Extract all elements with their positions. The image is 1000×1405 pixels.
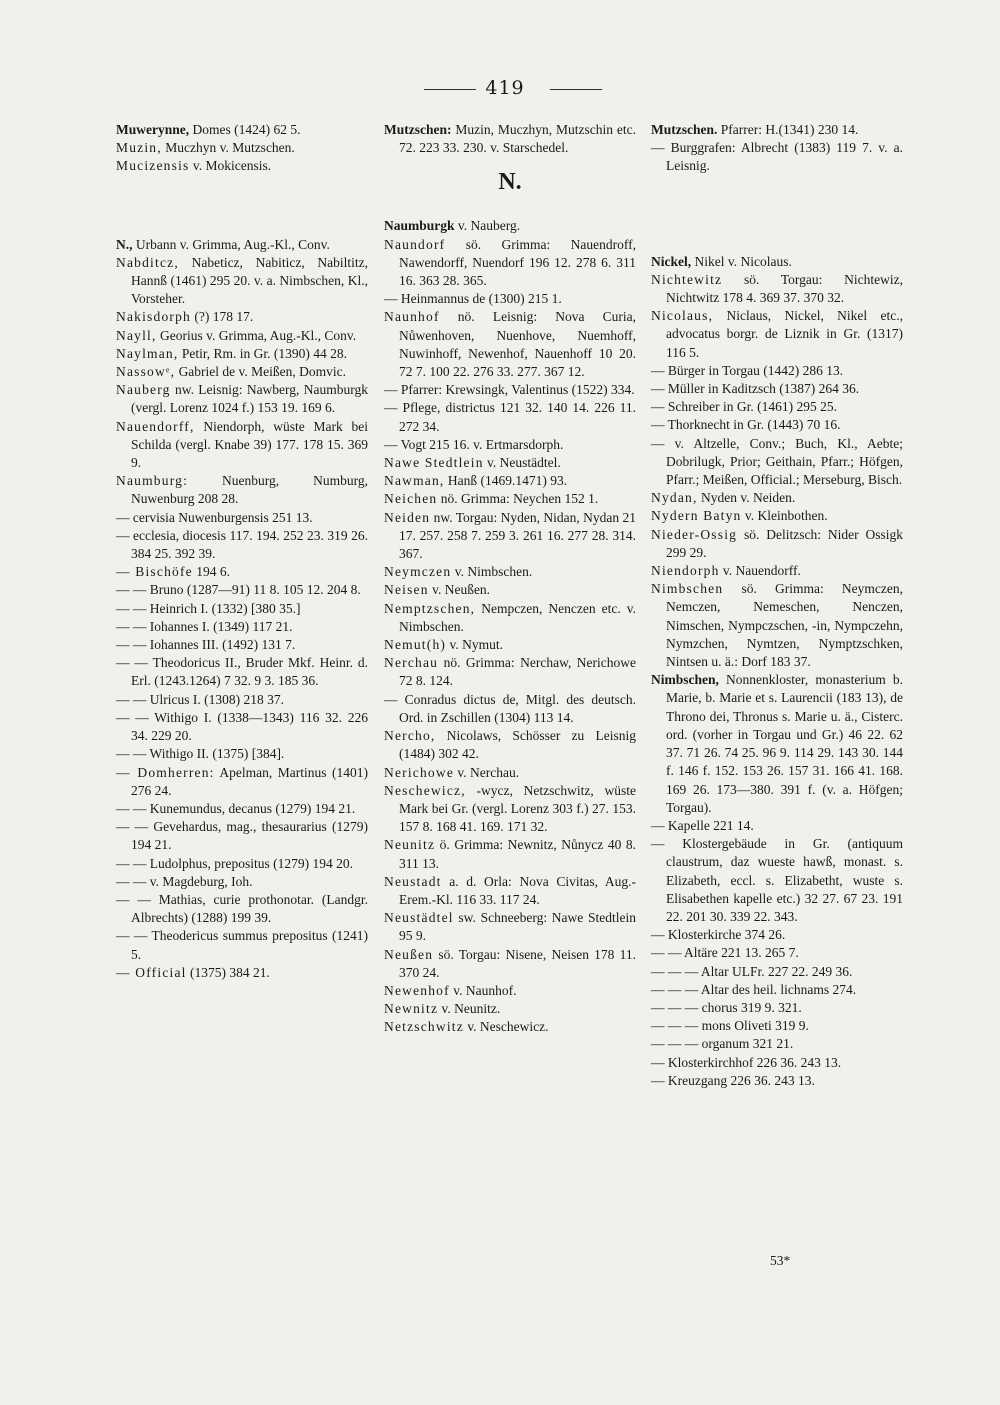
entry-headword: Mutzschen:	[384, 122, 452, 137]
entry-text: Gabriel de v. Meißen, Domvic.	[175, 364, 347, 380]
entry-text: 226 36. 243 13.	[753, 1054, 842, 1070]
index-entry	[116, 308, 368, 326]
index-entry	[116, 654, 368, 690]
index-entry	[116, 345, 368, 363]
entry-headword: — cervisia	[116, 509, 175, 525]
entry-text: 215 16. v. Ertmarsdorph.	[425, 436, 564, 452]
entry-headword: Nieder-Ossig	[651, 526, 738, 542]
entry-headword: — — Bruno	[116, 582, 184, 598]
entry-text: in Gr. (1443) 70 16.	[729, 417, 841, 433]
entry-headword: — — Theodericus	[116, 928, 219, 944]
entry-text: mag., thesaurarius (1279) 194 21.	[131, 819, 368, 853]
entry-text: Petir, Rm. in Gr. (1390) 44 28.	[178, 345, 348, 361]
index-entry	[651, 835, 903, 926]
index-entry	[116, 472, 368, 508]
index-entry	[116, 927, 368, 963]
entry-text: Albrecht (1383) 119 7. v. a. Leisnig.	[666, 140, 903, 174]
entry-headword: Nercho,	[384, 728, 436, 744]
entry-text: in Gr. (1461) 295 25.	[719, 399, 837, 415]
entry-headword: Nichtewitz	[651, 271, 723, 287]
entry-text: Muzin, Muczhyn, Mutzschin etc. 72. 223 33. 230. v. Starschedel.	[399, 122, 636, 156]
entry-headword: — Bürger	[651, 362, 706, 378]
entry-headword: Nerchau	[384, 655, 439, 671]
entry-text: in Torgau (1442) 286 13.	[705, 362, 844, 378]
entry-text: v. Neustädtel.	[483, 455, 561, 471]
index-entry	[116, 527, 368, 563]
printer-signature: 53*	[770, 1253, 791, 1268]
entry-text: a. d. Orla: Nova Civitas, Aug.-Erem.-Kl. 116 33. 117 24.	[399, 873, 636, 907]
entry-headword: — Kreuzgang	[651, 1072, 728, 1088]
entry-text: (1375) 384 21.	[186, 964, 270, 980]
entry-text: 226 36. 243 13.	[727, 1072, 815, 1088]
index-entry	[651, 1017, 903, 1035]
entry-headword: — Bischöfe	[116, 564, 193, 580]
index-entry	[116, 254, 368, 309]
entry-headword: Newnitz	[384, 1001, 439, 1017]
entry-headword: — Official	[116, 964, 187, 980]
entry-headword: Neustadt	[384, 873, 442, 889]
header-rule-right	[550, 89, 602, 90]
entry-text: Georius v. Grimma, Aug.-Kl., Conv.	[156, 327, 357, 343]
index-column-1	[116, 121, 368, 982]
entry-text: v. Mokicensis.	[189, 158, 272, 174]
index-entry	[384, 217, 636, 235]
entry-text: Conv.; Buch, Kl., Aebte; Dobrilugk, Prior; Geithain, Pfarr.; Höfgen, Pfarr.; Meißen, Official.; Merseburg, Bisch.	[666, 435, 903, 488]
entry-text: 374 26.	[741, 927, 786, 943]
entry-headword: — — Withigo II.	[116, 746, 209, 762]
entry-headword: — Conradus	[384, 691, 457, 707]
index-entry	[651, 526, 903, 562]
index-entry	[384, 1018, 636, 1036]
index-entry	[651, 489, 903, 507]
index-entry	[651, 562, 903, 580]
entry-text: sö. Grimma: Neymczen, Nemczen, Nemeschen, Nenczen, Nimschen, Nympczschen, -in, Nympczehn, Nymzchen, Nymtzen, Nymptzschken, Nintsen u. ä.: Dorf 183 37.	[666, 581, 903, 670]
entry-headword: Mutzschen.	[651, 122, 718, 137]
section-gap	[651, 176, 903, 253]
entry-headword: — — — Altar	[651, 981, 729, 997]
index-entry	[116, 818, 368, 854]
index-entry	[384, 490, 636, 508]
entry-headword: Neichen	[384, 491, 438, 507]
entry-headword: — Klostergebäude	[651, 836, 767, 852]
index-entry	[651, 139, 903, 175]
entry-headword: — — Mathias,	[116, 891, 206, 907]
index-entry	[116, 964, 368, 982]
entry-text: prepositus (1279) 194 20.	[210, 855, 354, 871]
entry-headword: Nakisdorph	[116, 309, 191, 325]
index-entry	[384, 121, 636, 157]
entry-text: (1308) 218 37.	[200, 691, 284, 707]
entry-text: Niendorph, wüste Mark bei Schilda (vergl. Knabe 39) 177. 178 15. 369 9.	[131, 418, 368, 471]
index-entry	[384, 836, 636, 872]
entry-text: (?) 178 17.	[191, 309, 254, 325]
entry-headword: Neunitz	[384, 837, 436, 853]
entry-text: decanus (1279) 194 21.	[225, 800, 356, 816]
entry-headword: N.,	[116, 236, 133, 252]
index-entry	[651, 1035, 903, 1053]
index-entry	[116, 600, 368, 618]
index-column-2	[384, 121, 636, 1037]
index-entry	[651, 416, 903, 434]
section-letter-heading: N.	[498, 169, 522, 196]
entry-text: Urbann v. Grimma, Aug.-Kl., Conv.	[132, 236, 330, 252]
index-entry	[651, 963, 903, 981]
index-entry	[384, 982, 636, 1000]
entry-headword: — — — chorus	[651, 999, 738, 1015]
entry-text: Nicolaws, Schösser zu Leisnig (1484) 302 42.	[399, 728, 636, 762]
entry-text: Niclaus, Nickel, Nikel etc., advocatus borgr. de Liznik in Gr. (1317) 116 5.	[666, 308, 903, 360]
entry-text: 321 21.	[749, 1036, 794, 1052]
index-entry	[651, 398, 903, 416]
index-entry	[651, 999, 903, 1017]
entry-headword: Naumburgk	[384, 218, 455, 234]
index-entry	[384, 691, 636, 727]
entry-headword: Nemut(h)	[384, 637, 447, 653]
index-entry	[651, 1072, 903, 1090]
entry-headword: Naunhof	[384, 309, 440, 325]
entry-text: v. Neschewicz.	[463, 1019, 549, 1035]
entry-text: 221 14.	[709, 817, 754, 833]
index-entry	[384, 290, 636, 308]
entry-headword: — — Withigo I.	[116, 709, 212, 725]
entry-headword: Newenhof	[384, 982, 450, 998]
index-entry	[384, 308, 636, 381]
entry-text: des heil. lichnams 274.	[728, 981, 857, 997]
entry-text: de (1300) 215 1.	[469, 291, 562, 307]
index-entry	[384, 509, 636, 564]
entry-headword: Nawe Stedtlein	[384, 455, 484, 471]
entry-text: Domes (1424) 62 5.	[189, 122, 301, 137]
index-entry	[116, 363, 368, 381]
index-entry	[116, 139, 368, 157]
index-entry	[384, 399, 636, 435]
entry-text: sö. Torgau: Nisene, Neisen 178 11. 370 24.	[399, 946, 636, 980]
entry-headword: — — — mons	[651, 1018, 731, 1034]
entry-headword: Netzschwitz	[384, 1019, 464, 1035]
entry-text: nö. Grimma: Nerchaw, Nerichowe 72 8. 124.	[399, 655, 636, 689]
index-entry	[384, 782, 636, 837]
entry-headword: Muwerynne,	[116, 122, 190, 137]
index-entry	[384, 236, 636, 291]
index-entry	[651, 926, 903, 944]
entry-headword: — Vogt	[384, 436, 426, 452]
index-entry	[116, 618, 368, 636]
entry-text: Bruder Mkf. Heinr. d. Erl. (1243.1264) 7 32. 9 3. 185 36.	[131, 655, 368, 689]
entry-text: sö. Torgau: Nichtewiz, Nichtwitz 178 4. 369 37. 370 32.	[666, 271, 903, 306]
entry-headword: — Klosterkirche	[651, 927, 742, 943]
entry-headword: Naylman,	[116, 345, 179, 361]
entry-text: ö. Grimma: Newnitz, Nůnycz 40 8. 311 13.	[399, 837, 636, 871]
entry-text: v. Nerchau.	[454, 764, 520, 780]
entry-headword: Nawman,	[384, 473, 445, 489]
entry-headword: Nydan,	[651, 490, 698, 506]
index-entry	[384, 600, 636, 636]
entry-headword: Neußen	[384, 946, 434, 962]
entry-text: curie prothonotar. (Landgr. Albrechts) (1288) 199 39.	[131, 891, 368, 926]
entry-text: (1332) [380 35.]	[208, 600, 301, 616]
index-entry	[116, 121, 368, 139]
index-entry	[116, 563, 368, 581]
entry-text: in Gr. (antiquum claustrum, daz wueste hawß, monast. s. Elizabeth, eccl. s. Elizabetht, wuste s. Elisabethen kapelle etc.) 32 27. 67 23. 191 22. 201 30. 339 22. 343.	[666, 836, 903, 924]
index-entry	[116, 800, 368, 818]
entry-headword: Neymczen	[384, 564, 452, 580]
index-entry	[651, 1054, 903, 1072]
index-entry	[116, 327, 368, 345]
entry-headword: — Pflege,	[384, 400, 441, 416]
entry-headword: Nicolaus,	[651, 308, 714, 324]
entry-text: sö. Grimma: Nauendroff, Nawendorff, Nuendorf 196 12. 278 6. 311 16. 363 28. 365.	[399, 236, 636, 289]
index-entry	[116, 709, 368, 745]
index-entry	[116, 873, 368, 891]
index-entry	[651, 380, 903, 398]
index-entry	[651, 121, 903, 139]
entry-text: v. Neunitz.	[438, 1001, 501, 1017]
index-entry	[384, 764, 636, 782]
entry-headword: — Klosterkirchhof	[651, 1054, 754, 1070]
page-number: 419	[485, 77, 525, 99]
entry-headword: Nimbschen	[651, 581, 724, 597]
index-entry	[651, 817, 903, 835]
header-rule-left	[424, 89, 476, 90]
index-entry	[651, 253, 903, 271]
entry-text: (1375) [384].	[208, 746, 285, 762]
entry-headword: — — v.	[116, 873, 159, 889]
entry-text: Magdeburg, Ioh.	[159, 873, 253, 889]
index-entry	[651, 271, 903, 307]
entry-text: 319 9. 321.	[737, 999, 802, 1015]
entry-text: Nuwenburgensis 251 13.	[174, 509, 313, 525]
entry-headword: Mucizensis	[116, 158, 190, 174]
entry-headword: Nauendorff,	[116, 418, 195, 434]
entry-headword: — Burggrafen:	[651, 140, 736, 156]
entry-text: Nabeticz, Nabiticz, Nabiltitz, Hannß (1461) 295 20. v. a. Nimbschen, Kl., Vorsteher.	[131, 254, 368, 307]
entry-headword: — Kapelle	[651, 817, 710, 833]
index-entry	[384, 472, 636, 490]
index-entry	[651, 362, 903, 380]
entry-text: (1338—1343) 116 32. 226 34. 229 20.	[131, 709, 368, 744]
index-entry	[651, 580, 903, 671]
entry-text: v. Neußen.	[428, 582, 491, 598]
index-entry	[384, 1000, 636, 1018]
index-entry	[384, 654, 636, 690]
entry-headword: Naumburg:	[116, 473, 189, 489]
entry-headword: — — Gevehardus,	[116, 819, 222, 835]
entry-headword: — — — Altar	[651, 963, 729, 979]
entry-text: districtus 121 32. 140 14. 226 11. 272 34.	[399, 400, 636, 434]
index-entry	[651, 981, 903, 999]
entry-text: Pfarrer: H.(1341) 230 14.	[717, 122, 859, 137]
entry-text: Muczhyn v. Mutzschen.	[161, 140, 295, 156]
entry-headword: — Domherren:	[116, 764, 215, 780]
entry-headword: — — Theodoricus II.,	[116, 655, 241, 671]
entry-headword: — — Heinrich I.	[116, 600, 209, 616]
index-entry	[116, 418, 368, 473]
entry-text: nw. Torgau: Nyden, Nidan, Nydan 21 17. 257. 258 7. 259 3. 261 16. 277 28. 314. 367.	[399, 509, 636, 562]
index-entry	[116, 764, 368, 800]
entry-text: (1287—91) 11 8. 105 12. 204 8.	[183, 582, 361, 598]
entry-headword: — — Iohannes I.	[116, 618, 210, 634]
index-entry	[116, 157, 368, 175]
entry-text: 194 6.	[192, 564, 230, 580]
entry-text: dictus de, Mitgl. des deutsch. Ord. in Zschillen (1304) 113 14.	[399, 691, 636, 725]
entry-text: Hanß (1469.1471) 93.	[444, 473, 568, 489]
entry-headword: Nemptzschen,	[384, 600, 476, 616]
index-column-3	[651, 121, 903, 1090]
entry-headword: Nauberg	[116, 382, 171, 398]
index-entry	[384, 381, 636, 399]
entry-headword: — v. Altzelle,	[651, 435, 740, 451]
entry-text: nö. Grimma: Neychen 152 1.	[437, 491, 599, 507]
entry-headword: — — Altäre	[651, 945, 718, 961]
entry-text: v. Kleinbothen.	[741, 508, 828, 524]
index-entry	[384, 581, 636, 599]
entry-headword: Nimbschen,	[651, 672, 719, 688]
index-entry	[116, 381, 368, 417]
entry-text: Oliveti 319 9.	[730, 1018, 809, 1034]
entry-headword: Nydern Batyn	[651, 508, 742, 524]
index-entry	[651, 507, 903, 525]
index-entry	[384, 909, 636, 945]
entry-headword: — — Kunemundus,	[116, 800, 226, 816]
entry-headword: Nabditcz,	[116, 254, 179, 270]
entry-text: Nyden v. Neiden.	[697, 490, 796, 506]
entry-text: sw. Schneeberg: Nawe Stedtlein 95 9.	[399, 910, 636, 944]
entry-headword: Niendorph	[651, 563, 720, 579]
index-entry	[384, 563, 636, 581]
entry-text: v. Nauendorff.	[719, 563, 801, 579]
entry-text: Krewsingk, Valentinus (1522) 334.	[442, 382, 635, 398]
index-entry	[116, 236, 368, 254]
entry-headword: Nerichowe	[384, 764, 455, 780]
page-header	[0, 76, 1000, 100]
index-entry	[116, 581, 368, 599]
index-entry	[116, 636, 368, 654]
entry-text: (1492) 131 7.	[218, 637, 296, 653]
index-entry	[651, 671, 903, 817]
index-entry	[651, 944, 903, 962]
index-entry	[651, 435, 903, 490]
entry-text: v. Nimbschen.	[451, 564, 533, 580]
index-entry	[116, 745, 368, 763]
entry-headword: Nassowᵉ,	[116, 364, 176, 380]
entry-text: v. Nymut.	[446, 637, 503, 653]
entry-text: diocesis 117. 194. 252 23. 319 26. 384 25. 392 39.	[131, 527, 368, 562]
entry-text: sö. Delitzsch: Nider Ossigk 299 29.	[666, 526, 903, 560]
index-entry	[116, 855, 368, 873]
entry-text: ULFr. 227 22. 249 36.	[728, 963, 853, 979]
index-entry	[384, 436, 636, 454]
index-entry	[384, 946, 636, 982]
entry-text: 221 13. 265 7.	[717, 945, 799, 961]
entry-headword: — Thorknecht	[651, 417, 730, 433]
entry-headword: — Heinmannus	[384, 291, 470, 307]
entry-headword: — Müller	[651, 381, 705, 397]
entry-headword: — Pfarrer:	[384, 382, 443, 398]
entry-text: nö. Leisnig: Nova Curia, Nůwenhoven, Nuenhove, Nuemhoff, Nuwinhoff, Newenhof, Nauenhoff 10 20. 72 7. 100 22. 276 33. 277. 367 12.	[399, 309, 636, 380]
entry-headword: Neisen	[384, 582, 429, 598]
entry-text: summus prepositus (1241) 5.	[131, 928, 369, 962]
entry-text: Nonnenkloster, monasterium b. Marie, b. Marie et s. Laurencii (183 13), de Throno dei, Thronus s. Marie u. ä., Cisterc. ord. (vorher in Torgau und Gr.) 46 22. 62 37. 71 26. 74 25. 96 9. 114 29. 143 30. 144 f. 146 f. 152. 153 26. 157 31. 166 41. 168. 169 26. 173—380. 391 f. (v. a. Höfgen; Torgau).	[666, 672, 903, 815]
entry-headword: Neustädtel	[384, 910, 454, 926]
entry-text: v. Naunhof.	[449, 982, 517, 998]
index-entry	[384, 454, 636, 472]
entry-text: v. Nauberg.	[454, 218, 521, 234]
entry-headword: — — Ludolphus,	[116, 855, 211, 871]
entry-text: Nikel v. Nicolaus.	[691, 253, 792, 269]
entry-text: -wycz, Netzschwitz, wüste Mark bei Gr. (vergl. Lorenz 303 f.) 27. 153. 157 8. 168 41. 169. 171 32.	[399, 782, 636, 835]
entry-text: Apelman, Martinus (1401) 276 24.	[131, 764, 368, 798]
entry-headword: Nayll,	[116, 327, 157, 343]
entry-headword: Naundorf	[384, 236, 446, 252]
index-entry	[116, 891, 368, 927]
section-gap	[116, 176, 368, 236]
entry-headword: — — — organum	[651, 1036, 750, 1052]
entry-text: nw. Leisnig: Nawberg, Naumburgk (vergl. Lorenz 1024 f.) 153 19. 169 6.	[131, 382, 368, 416]
index-entry	[384, 636, 636, 654]
entry-headword: — ecclesia,	[116, 527, 180, 543]
index-entry	[116, 509, 368, 527]
index-entry	[651, 307, 903, 362]
entry-headword: — — Iohannes III.	[116, 637, 219, 653]
entry-headword: — Schreiber	[651, 399, 720, 415]
entry-text: in Kaditzsch (1387) 264 36.	[704, 381, 860, 397]
entry-text: Nuenburg, Numburg, Nuwenburg 208 28.	[131, 473, 368, 507]
index-entry	[384, 727, 636, 763]
index-entry	[384, 873, 636, 909]
entry-headword: Muzin,	[116, 140, 162, 156]
entry-headword: Nickel,	[651, 253, 692, 269]
entry-headword: Neiden	[384, 509, 431, 525]
entry-headword: — — Ulricus I.	[116, 691, 201, 707]
entry-text: (1349) 117 21.	[209, 618, 293, 634]
entry-headword: Neschewicz,	[384, 782, 466, 798]
index-entry	[116, 691, 368, 709]
entry-text: Nempczen, Nenczen etc. v. Nimbschen.	[399, 600, 636, 634]
